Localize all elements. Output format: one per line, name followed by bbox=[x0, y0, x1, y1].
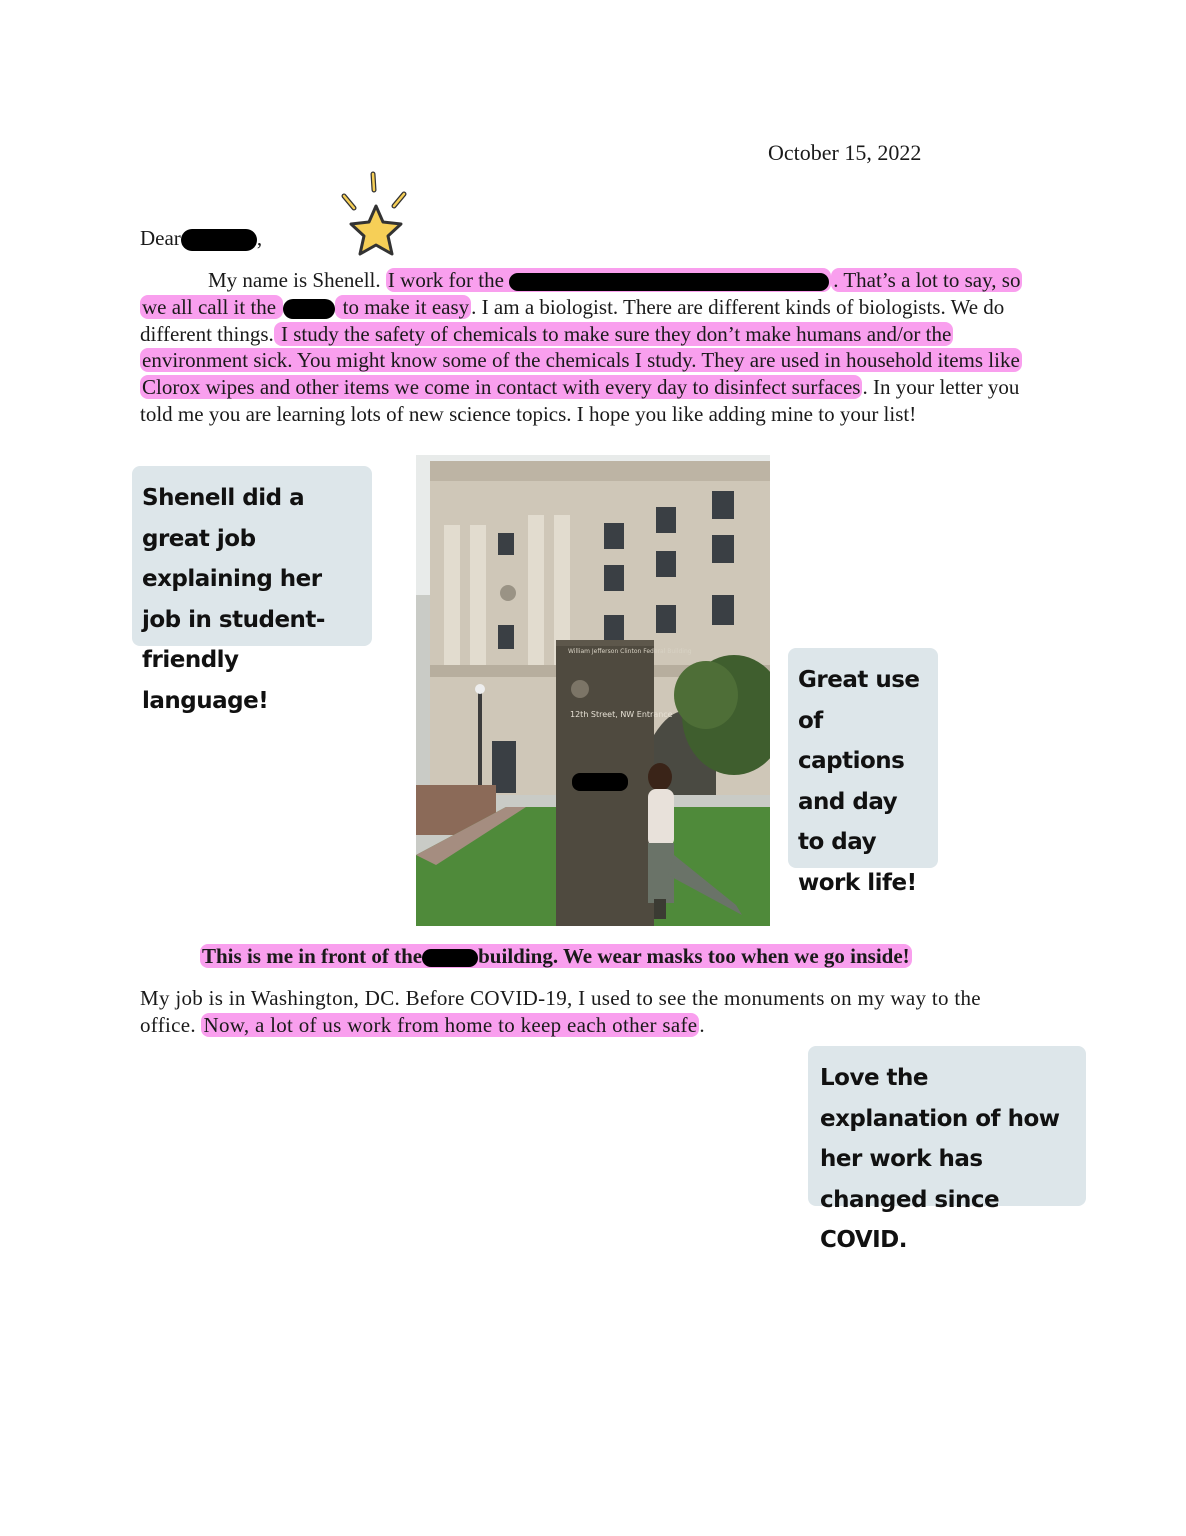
redaction-bar bbox=[422, 949, 478, 967]
covid-paragraph bbox=[140, 985, 1040, 1039]
feedback-note-captions: Great use of captions and day to day work life! bbox=[788, 648, 938, 868]
body-seg3: . That’s a lot to say, so we all call it the bbox=[142, 268, 1021, 319]
redaction-bar bbox=[509, 273, 829, 291]
caption-part1: This is me in front of the bbox=[202, 944, 423, 968]
feedback-note-covid: Love the explanation of how her work has changed since COVID. bbox=[808, 1046, 1086, 1206]
sign-building-name: William Jefferson Clinton Federal Building bbox=[568, 648, 692, 655]
star-icon bbox=[336, 170, 416, 265]
sign-entrance: 12th Street, NW Entrance bbox=[570, 710, 673, 719]
salutation-suffix: , bbox=[256, 226, 263, 250]
body-seg1: My name is Shenell. bbox=[208, 268, 386, 292]
salutation-prefix: Dear bbox=[140, 226, 181, 250]
photo-caption bbox=[200, 943, 990, 969]
feedback-note-explaining: Shenell did a great job explaining her job in student-friendly language! bbox=[132, 466, 372, 646]
body-seg4: to make it easy bbox=[337, 294, 470, 319]
highlight-work-for bbox=[386, 268, 831, 292]
caption-part2: building. We wear masks too when we go inside! bbox=[478, 944, 910, 968]
body-seg5: . I am a biologist. There are different kinds of biologists. We do different things. bbox=[140, 294, 1005, 346]
body-seg2: I work for the bbox=[387, 268, 510, 292]
para2-end: . bbox=[699, 1013, 705, 1037]
letter-date: October 15, 2022 bbox=[768, 140, 922, 165]
salutation bbox=[140, 226, 262, 251]
body-seg6: I study the safety of chemicals to make sure they don’t make humans and/or the environment sick. You might know some of the chemicals I study. They are used in household items like Clorox wipes and other items we come in contact with every day to disinfect surfaces bbox=[142, 321, 1020, 400]
caption-highlight bbox=[200, 944, 912, 968]
para2-highlighted: Now, a lot of us work from home to keep each other safe bbox=[203, 1013, 698, 1037]
para2-plain: My job is in Washington, DC. Before COVID-19, I used to see the monuments on my way to the office. bbox=[140, 986, 981, 1037]
building-photo bbox=[416, 455, 770, 926]
redaction-bar bbox=[283, 299, 335, 319]
body-seg7: . In your letter you told me you are learning lots of new science topics. I hope you like adding mine to your list! bbox=[140, 375, 1020, 426]
body-paragraph bbox=[140, 267, 1050, 428]
redaction-bar bbox=[181, 229, 257, 251]
